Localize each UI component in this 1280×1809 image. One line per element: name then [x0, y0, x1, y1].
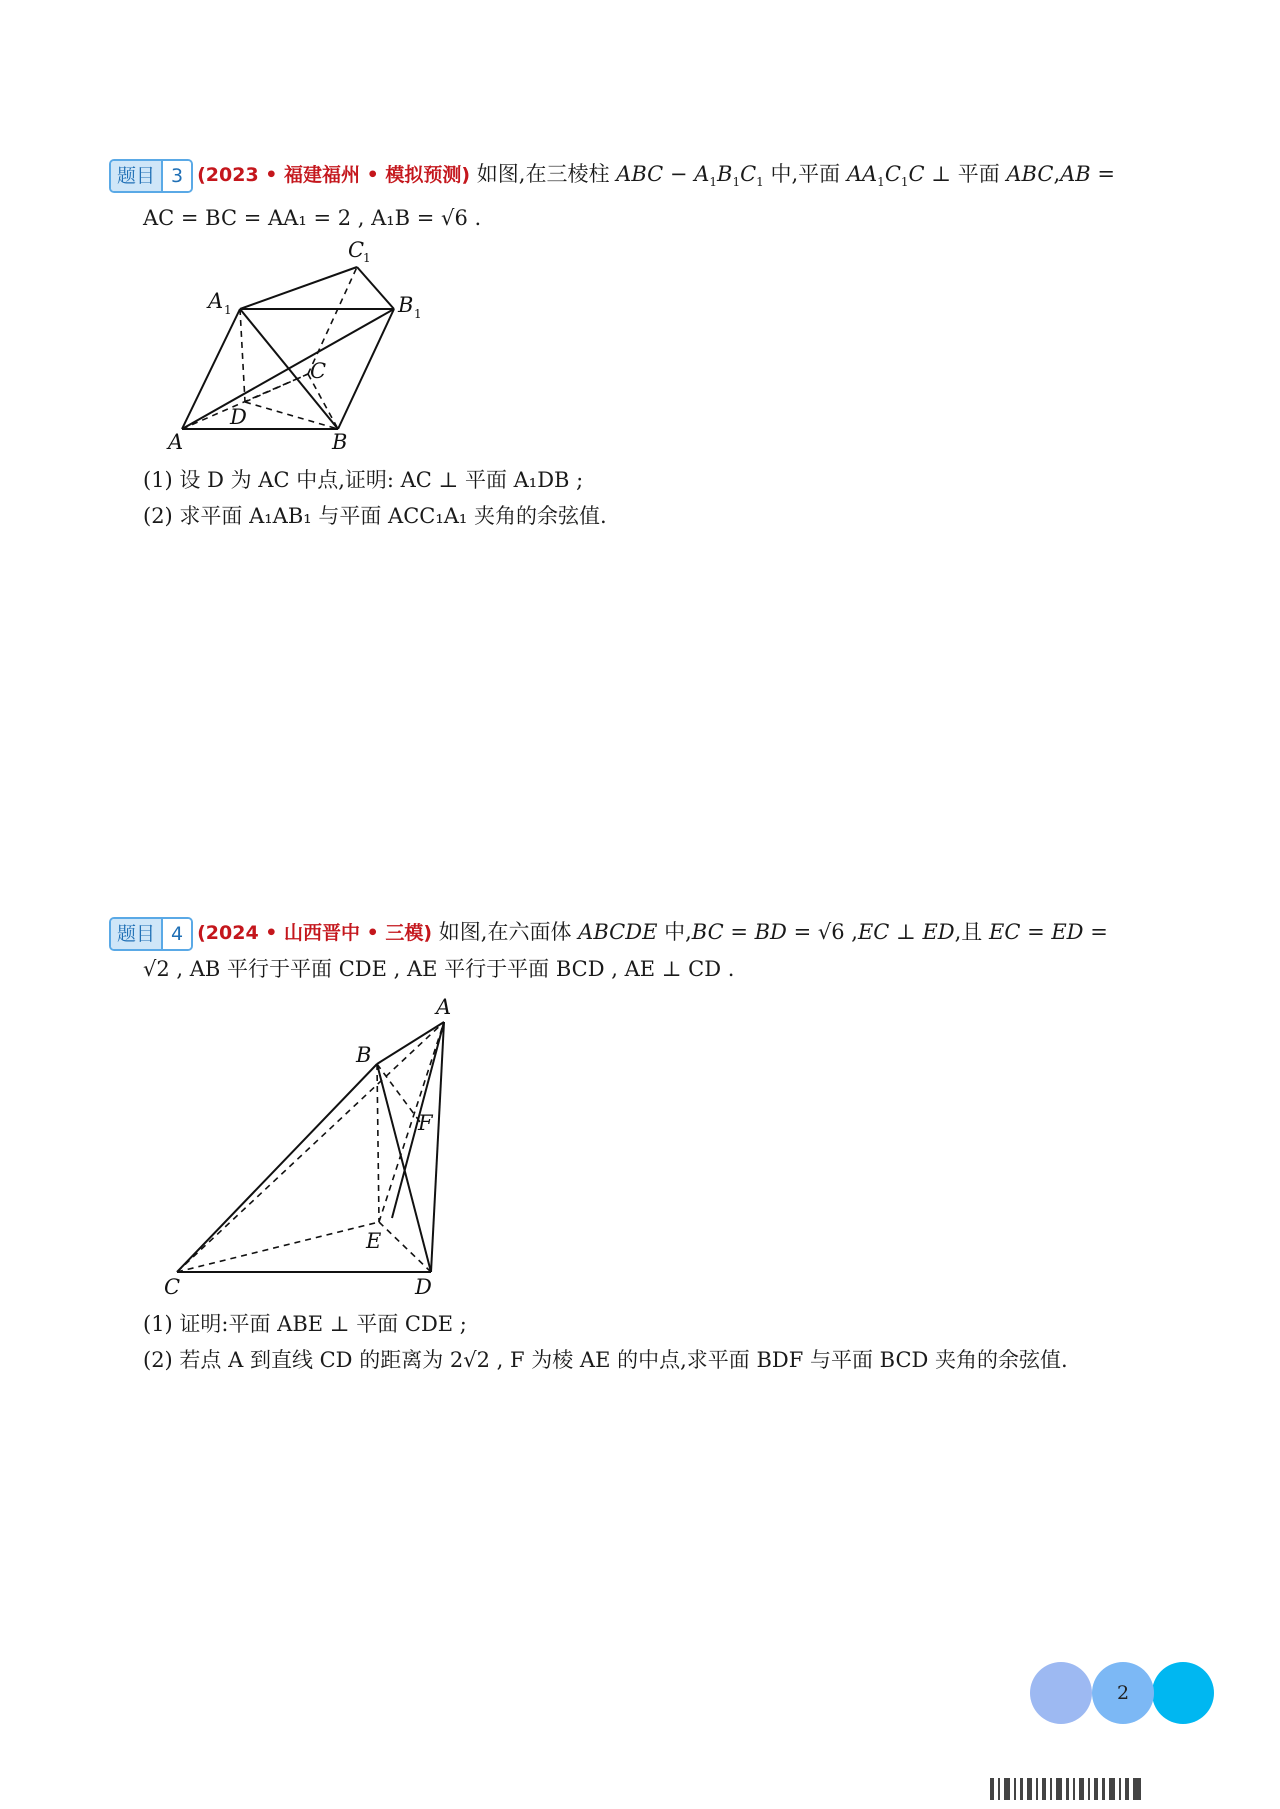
label-A: A	[168, 430, 184, 454]
problem-tag: 题目 4	[109, 917, 193, 951]
svg-text:1: 1	[363, 251, 371, 265]
problem-4-questions	[109, 1306, 1179, 1378]
problem-3	[109, 156, 1179, 236]
problem-3-stem-line2: AC = BC = AA₁ = 2 , A₁B = √6 .	[143, 206, 482, 231]
label-C1: C	[348, 238, 365, 262]
label-D: D	[415, 1275, 432, 1299]
problem-3-questions	[109, 462, 1179, 534]
label-F: F	[418, 1111, 433, 1135]
problem-source: (2023 • 福建福州 • 模拟预测)	[197, 164, 471, 186]
label-A1: A	[208, 289, 224, 313]
question-1: (1) 设 D 为 AC 中点,证明: AC ⊥ 平面 A₁DB ;	[143, 468, 584, 492]
problem-4	[109, 914, 1179, 987]
bottom-bars-decoration	[990, 1778, 1141, 1800]
page-number-badge	[1030, 1658, 1220, 1728]
decor-circle	[1030, 1662, 1092, 1724]
label-B1: B	[398, 293, 414, 317]
label-E: E	[366, 1229, 382, 1253]
decor-circle	[1152, 1662, 1214, 1724]
question-2: (2) 求平面 A₁AB₁ 与平面 ACC₁A₁ 夹角的余弦值.	[143, 504, 607, 528]
problem-4-stem-line2: √2 , AB 平行于平面 CDE , AE 平行于平面 BCD , AE ⊥ CD .	[143, 957, 735, 981]
label-C: C	[310, 359, 327, 383]
page-number: 2	[1092, 1662, 1154, 1724]
label-A: A	[436, 995, 452, 1019]
problem-4-stem-line1: 题目 4 (2024 • 山西晋中 • 三模) 如图,在六面体 ABCDE 中,BC = BD = √6 ,EC ⊥ ED,且 EC = ED =	[109, 914, 1179, 951]
problem-tag: 题目 3	[109, 159, 193, 193]
problem-source: (2024 • 山西晋中 • 三模)	[197, 922, 433, 944]
label-B: B	[356, 1043, 372, 1067]
hexahedron-figure	[160, 990, 470, 1305]
svg-text:1: 1	[414, 307, 422, 321]
svg-text:1: 1	[224, 303, 232, 317]
question-1: (1) 证明:平面 ABE ⊥ 平面 CDE ;	[143, 1312, 467, 1336]
question-2: (2) 若点 A 到直线 CD 的距离为 2√2 , F 为棱 AE 的中点,求平面 BDF 与平面 BCD 夹角的余弦值.	[143, 1348, 1068, 1372]
prism-figure	[160, 232, 440, 457]
label-B: B	[332, 430, 348, 454]
label-D: D	[230, 405, 247, 429]
label-C: C	[164, 1275, 181, 1299]
problem-3-stem-line1: 题目 3 (2023 • 福建福州 • 模拟预测) 如图,在三棱柱 ABC − $A_1B_1C_1$ 中,平面 $AA_1C_1C$ ⊥ 平面 ABC,AB =	[109, 156, 1179, 200]
